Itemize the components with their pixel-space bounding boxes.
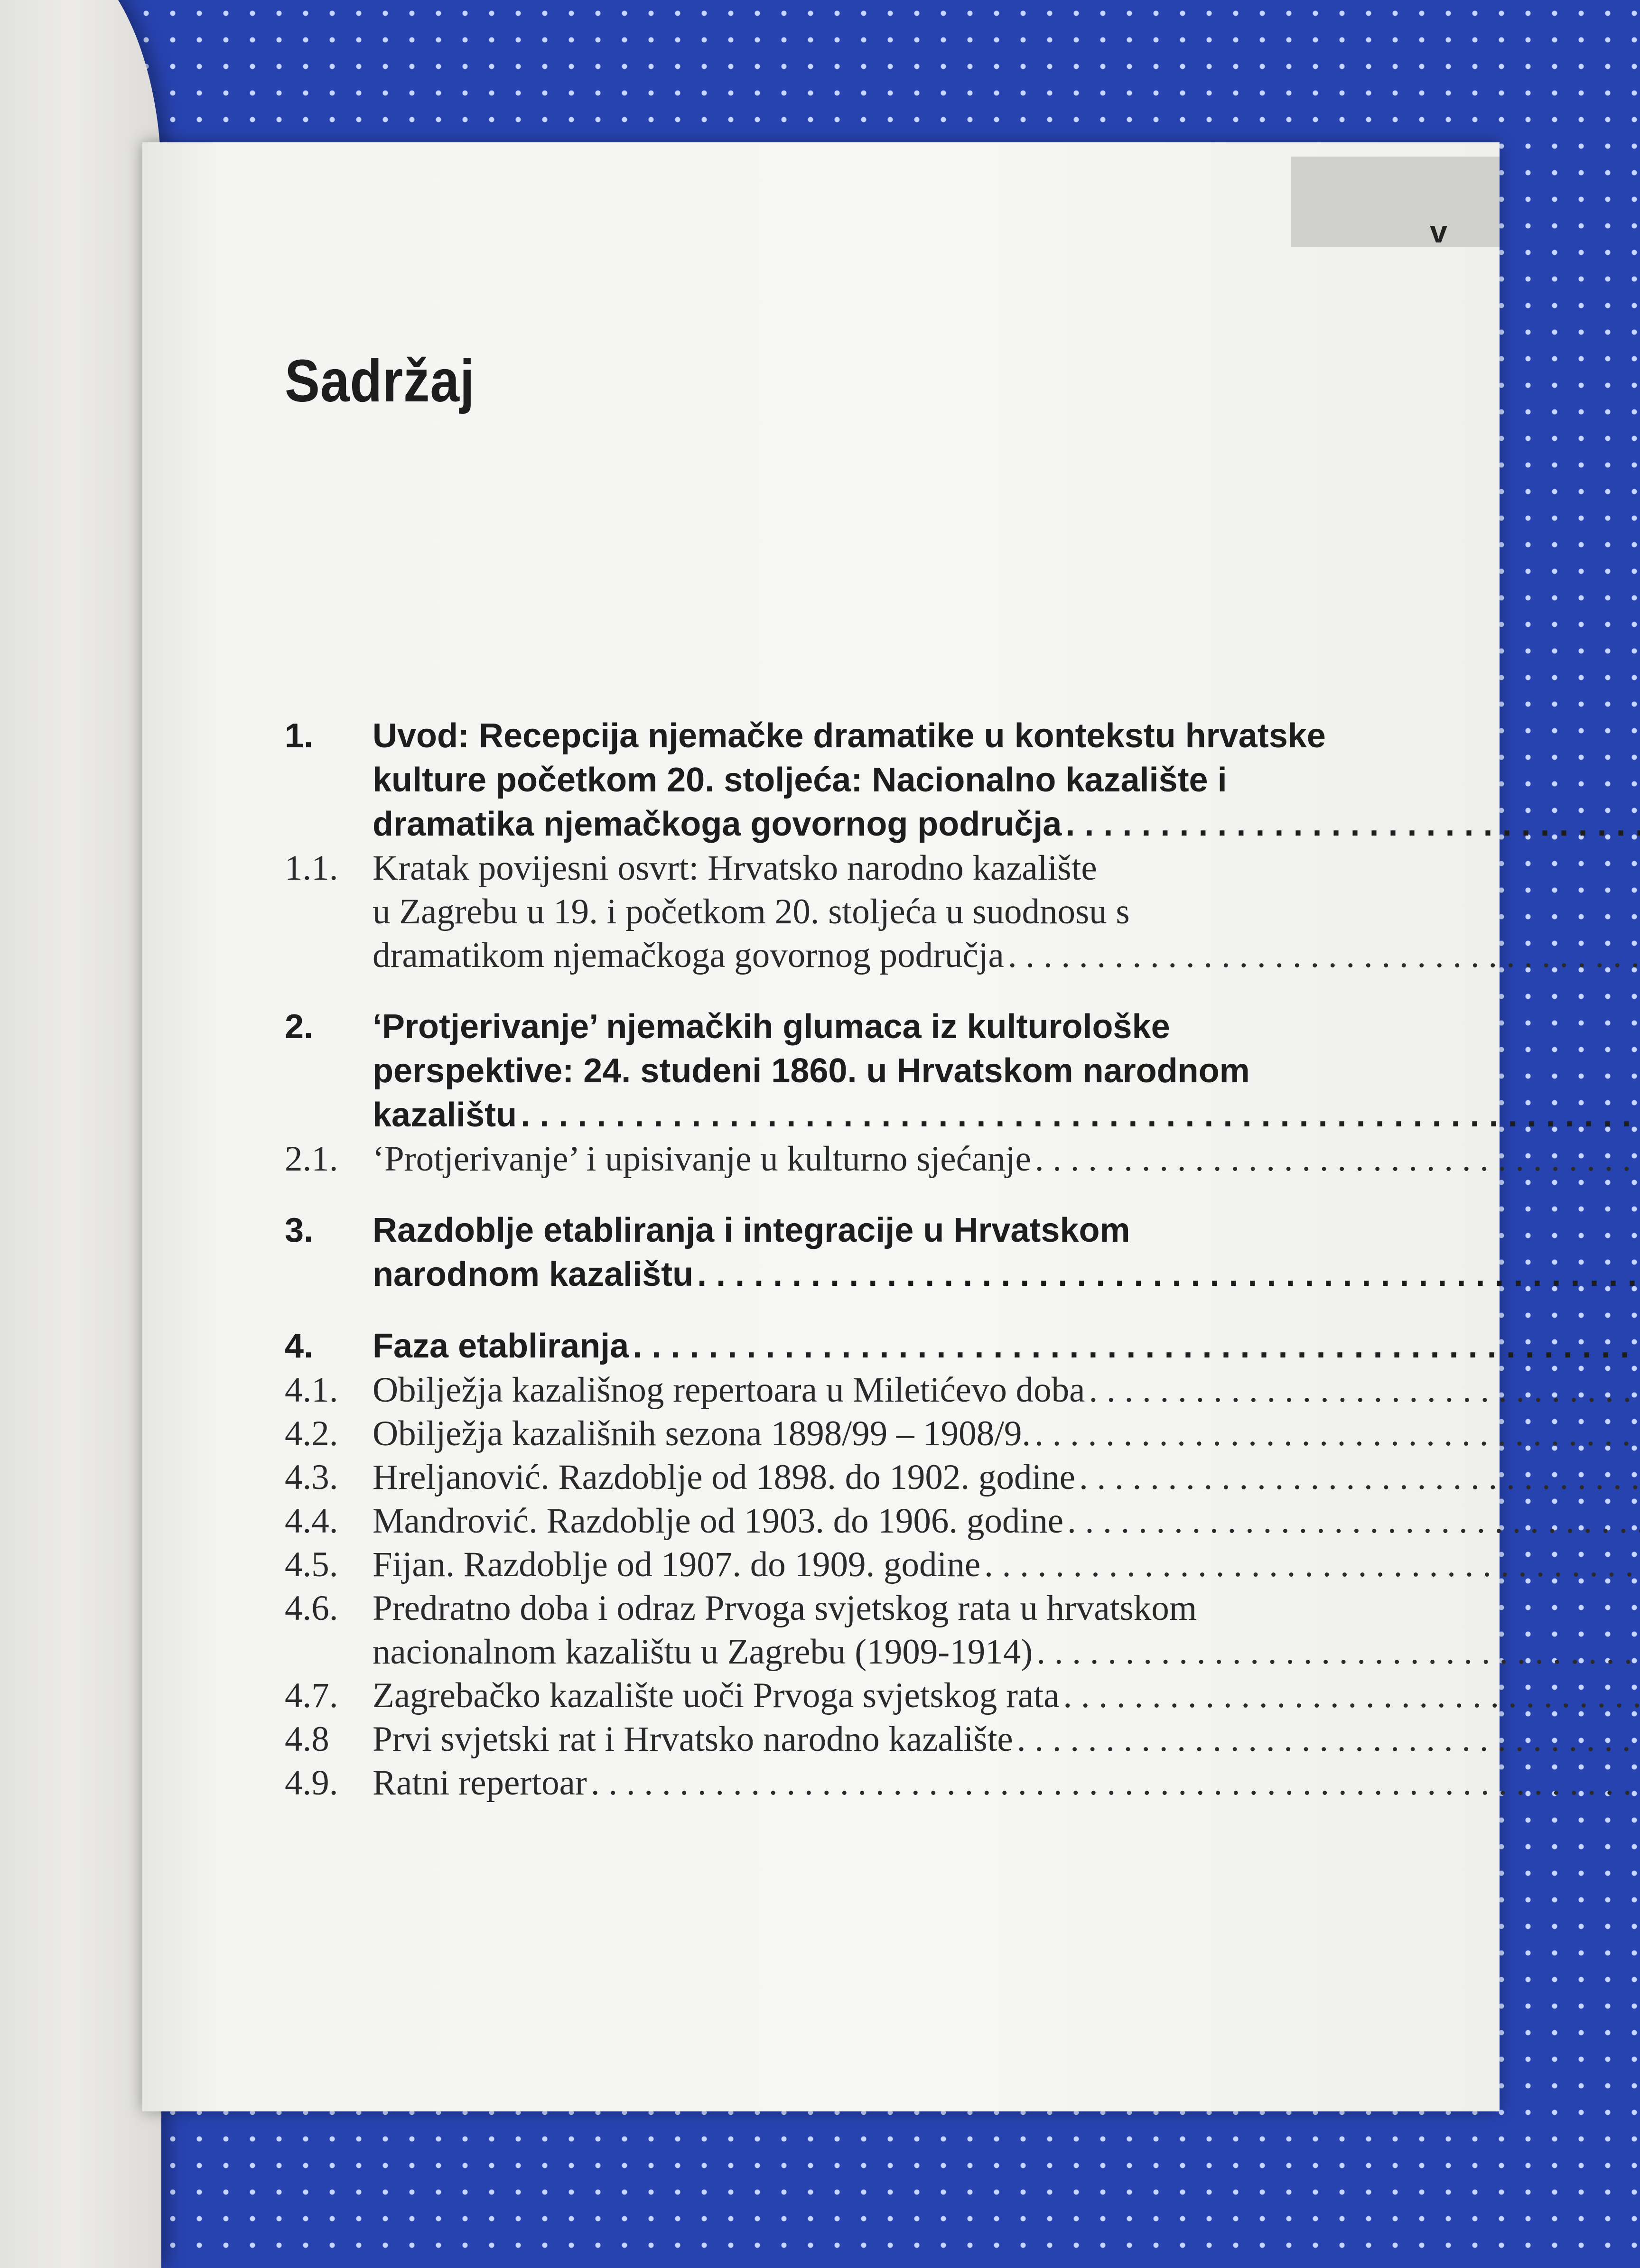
toc-entry-last-line (373, 1630, 1640, 1674)
dot-leader (1034, 1412, 1640, 1456)
toc-entry-title (373, 1543, 1640, 1587)
toc-entry-line: kazalištu (373, 1096, 517, 1134)
toc-entry-title (373, 1005, 1640, 1137)
toc-chapter[interactable] (285, 1208, 1390, 1297)
dot-leader (984, 1543, 1640, 1587)
toc-section[interactable] (285, 1456, 1390, 1499)
toc-entry-number: 1. (285, 717, 314, 755)
toc-entry-last-line (373, 1368, 1640, 1412)
toc-entry-last-line (373, 1718, 1640, 1761)
toc-entry-number: 4.5. (285, 1545, 338, 1584)
toc-entry-number: 2. (285, 1008, 314, 1046)
toc-section[interactable] (285, 1412, 1390, 1456)
toc-section[interactable] (285, 1137, 1390, 1181)
toc-entry-line: Prvi svjetski rat i Hrvatsko narodno kazalište (373, 1720, 1013, 1759)
toc-chapter[interactable] (285, 1324, 1390, 1368)
toc-entry-title (373, 846, 1640, 977)
dot-leader (633, 1324, 1640, 1368)
toc-entry-title (373, 1718, 1640, 1761)
toc-entry-last-line (373, 1412, 1640, 1456)
toc-entry-line: Predratno doba i odraz Prvoga svjetskog rata u hrvatskom (373, 1589, 1197, 1628)
toc-entry-last-line (373, 1456, 1640, 1499)
toc-entry-line: kulture početkom 20. stoljeća: Nacionalno kazalište i (373, 761, 1227, 799)
toc-entry-title (373, 1499, 1640, 1543)
toc-entry-line: Kratak povijesni osvrt: Hrvatsko narodno kazalište (373, 848, 1097, 888)
toc-entry-number: 4.2. (285, 1414, 338, 1453)
toc-entry-line: ‘Protjerivanje’ njemačkih glumaca iz kulturološke (373, 1008, 1170, 1046)
toc-section[interactable] (285, 1499, 1390, 1543)
toc-gap (285, 1297, 1390, 1324)
toc-entry-title (373, 1368, 1640, 1412)
dot-leader (1079, 1456, 1640, 1499)
dot-leader (591, 1761, 1640, 1805)
toc-entry-line: dramatikom njemačkoga govornog područja (373, 936, 1004, 975)
toc-section[interactable] (285, 1761, 1390, 1805)
dot-leader (1063, 1674, 1640, 1718)
toc-gap (285, 1181, 1390, 1208)
book-page (142, 142, 1500, 2111)
dot-leader (1017, 1718, 1640, 1761)
toc-entry-line: Razdoblje etabliranja i integracije u Hrvatskom (373, 1211, 1130, 1249)
toc-entry-line: Fijan. Razdoblje od 1907. do 1909. godine (373, 1545, 981, 1584)
page-folio: v (1430, 214, 1447, 249)
toc-chapter[interactable] (285, 1005, 1390, 1137)
toc-section[interactable] (285, 1718, 1390, 1761)
dot-leader (697, 1253, 1640, 1297)
toc-section[interactable] (285, 846, 1390, 977)
toc-gap (285, 977, 1390, 1005)
toc-entry-number: 3. (285, 1211, 314, 1249)
toc-entry-line: Ratni repertoar (373, 1763, 587, 1803)
toc-entry-title (373, 1587, 1640, 1674)
toc-entry-line: ‘Protjerivanje’ i upisivanje u kulturno sjećanje (373, 1139, 1031, 1179)
table-of-contents (285, 714, 1390, 1805)
toc-section[interactable] (285, 1543, 1390, 1587)
toc-entry-last-line (373, 1093, 1640, 1137)
toc-entry-number: 4. (285, 1327, 314, 1365)
toc-entry-line: Faza etabliranja (373, 1327, 629, 1365)
toc-entry-line: dramatika njemačkoga govornog područja (373, 805, 1062, 843)
dot-leader (1089, 1368, 1640, 1412)
dot-leader (1065, 802, 1640, 846)
toc-entry-line: Zagrebačko kazalište uoči Prvoga svjetskog rata (373, 1676, 1060, 1715)
toc-entry-last-line (373, 1761, 1640, 1805)
dot-leader (1067, 1499, 1640, 1543)
toc-entry-line: Hreljanović. Razdoblje od 1898. do 1902. godine (373, 1458, 1075, 1497)
toc-entry-line: nacionalnom kazalištu u Zagrebu (1909-1914) (373, 1632, 1033, 1672)
toc-entry-line: Mandrović. Razdoblje od 1903. do 1906. godine (373, 1501, 1064, 1541)
toc-entry-title (373, 1208, 1640, 1297)
toc-entry-title (373, 1412, 1640, 1456)
toc-entry-title (373, 1324, 1640, 1368)
folio-tab (1291, 157, 1500, 247)
toc-entry-number: 4.1. (285, 1370, 338, 1410)
dot-leader (1008, 934, 1640, 977)
toc-entry-last-line (373, 1543, 1640, 1587)
dot-leader (521, 1093, 1640, 1137)
toc-section[interactable] (285, 1587, 1390, 1674)
toc-entry-line: Uvod: Recepcija njemačke dramatike u kontekstu hrvatske (373, 717, 1326, 755)
toc-entry-last-line (373, 1137, 1640, 1181)
toc-entry-number: 4.7. (285, 1676, 338, 1715)
toc-entry-title (373, 1761, 1640, 1805)
toc-entry-title (373, 1456, 1640, 1499)
toc-entry-line: perspektive: 24. studeni 1860. u Hrvatskom narodnom (373, 1052, 1250, 1090)
toc-entry-last-line (373, 1499, 1640, 1543)
facing-page-edge (0, 0, 161, 2268)
page-title: Sadržaj (285, 347, 475, 414)
toc-entry-number: 1.1. (285, 848, 338, 888)
toc-entry-line: Obilježja kazališnih sezona 1898/99 – 1908/9. (373, 1414, 1031, 1453)
toc-entry-last-line (373, 1674, 1640, 1718)
toc-chapter[interactable] (285, 714, 1390, 846)
toc-entry-title (373, 1674, 1640, 1718)
toc-entry-number: 4.8 (285, 1720, 329, 1759)
toc-entry-number: 2.1. (285, 1139, 338, 1179)
toc-section[interactable] (285, 1674, 1390, 1718)
toc-entry-line: Obilježja kazališnog repertoara u Miletićevo doba (373, 1370, 1085, 1410)
toc-entry-line: u Zagrebu u 19. i početkom 20. stoljeća u suodnosu s (373, 892, 1130, 931)
toc-entry-last-line (373, 934, 1640, 977)
toc-entry-line: narodnom kazalištu (373, 1255, 694, 1293)
dot-leader (1035, 1137, 1640, 1181)
toc-entry-last-line (373, 802, 1640, 846)
toc-entry-number: 4.9. (285, 1763, 338, 1803)
toc-entry-last-line (373, 1253, 1640, 1297)
toc-entry-last-line (373, 1324, 1640, 1368)
toc-entry-title (373, 1137, 1640, 1181)
dot-leader (1036, 1630, 1640, 1674)
toc-entry-number: 4.4. (285, 1501, 338, 1541)
toc-entry-number: 4.6. (285, 1589, 338, 1628)
toc-section[interactable] (285, 1368, 1390, 1412)
toc-entry-title (373, 714, 1640, 846)
toc-entry-number: 4.3. (285, 1458, 338, 1497)
